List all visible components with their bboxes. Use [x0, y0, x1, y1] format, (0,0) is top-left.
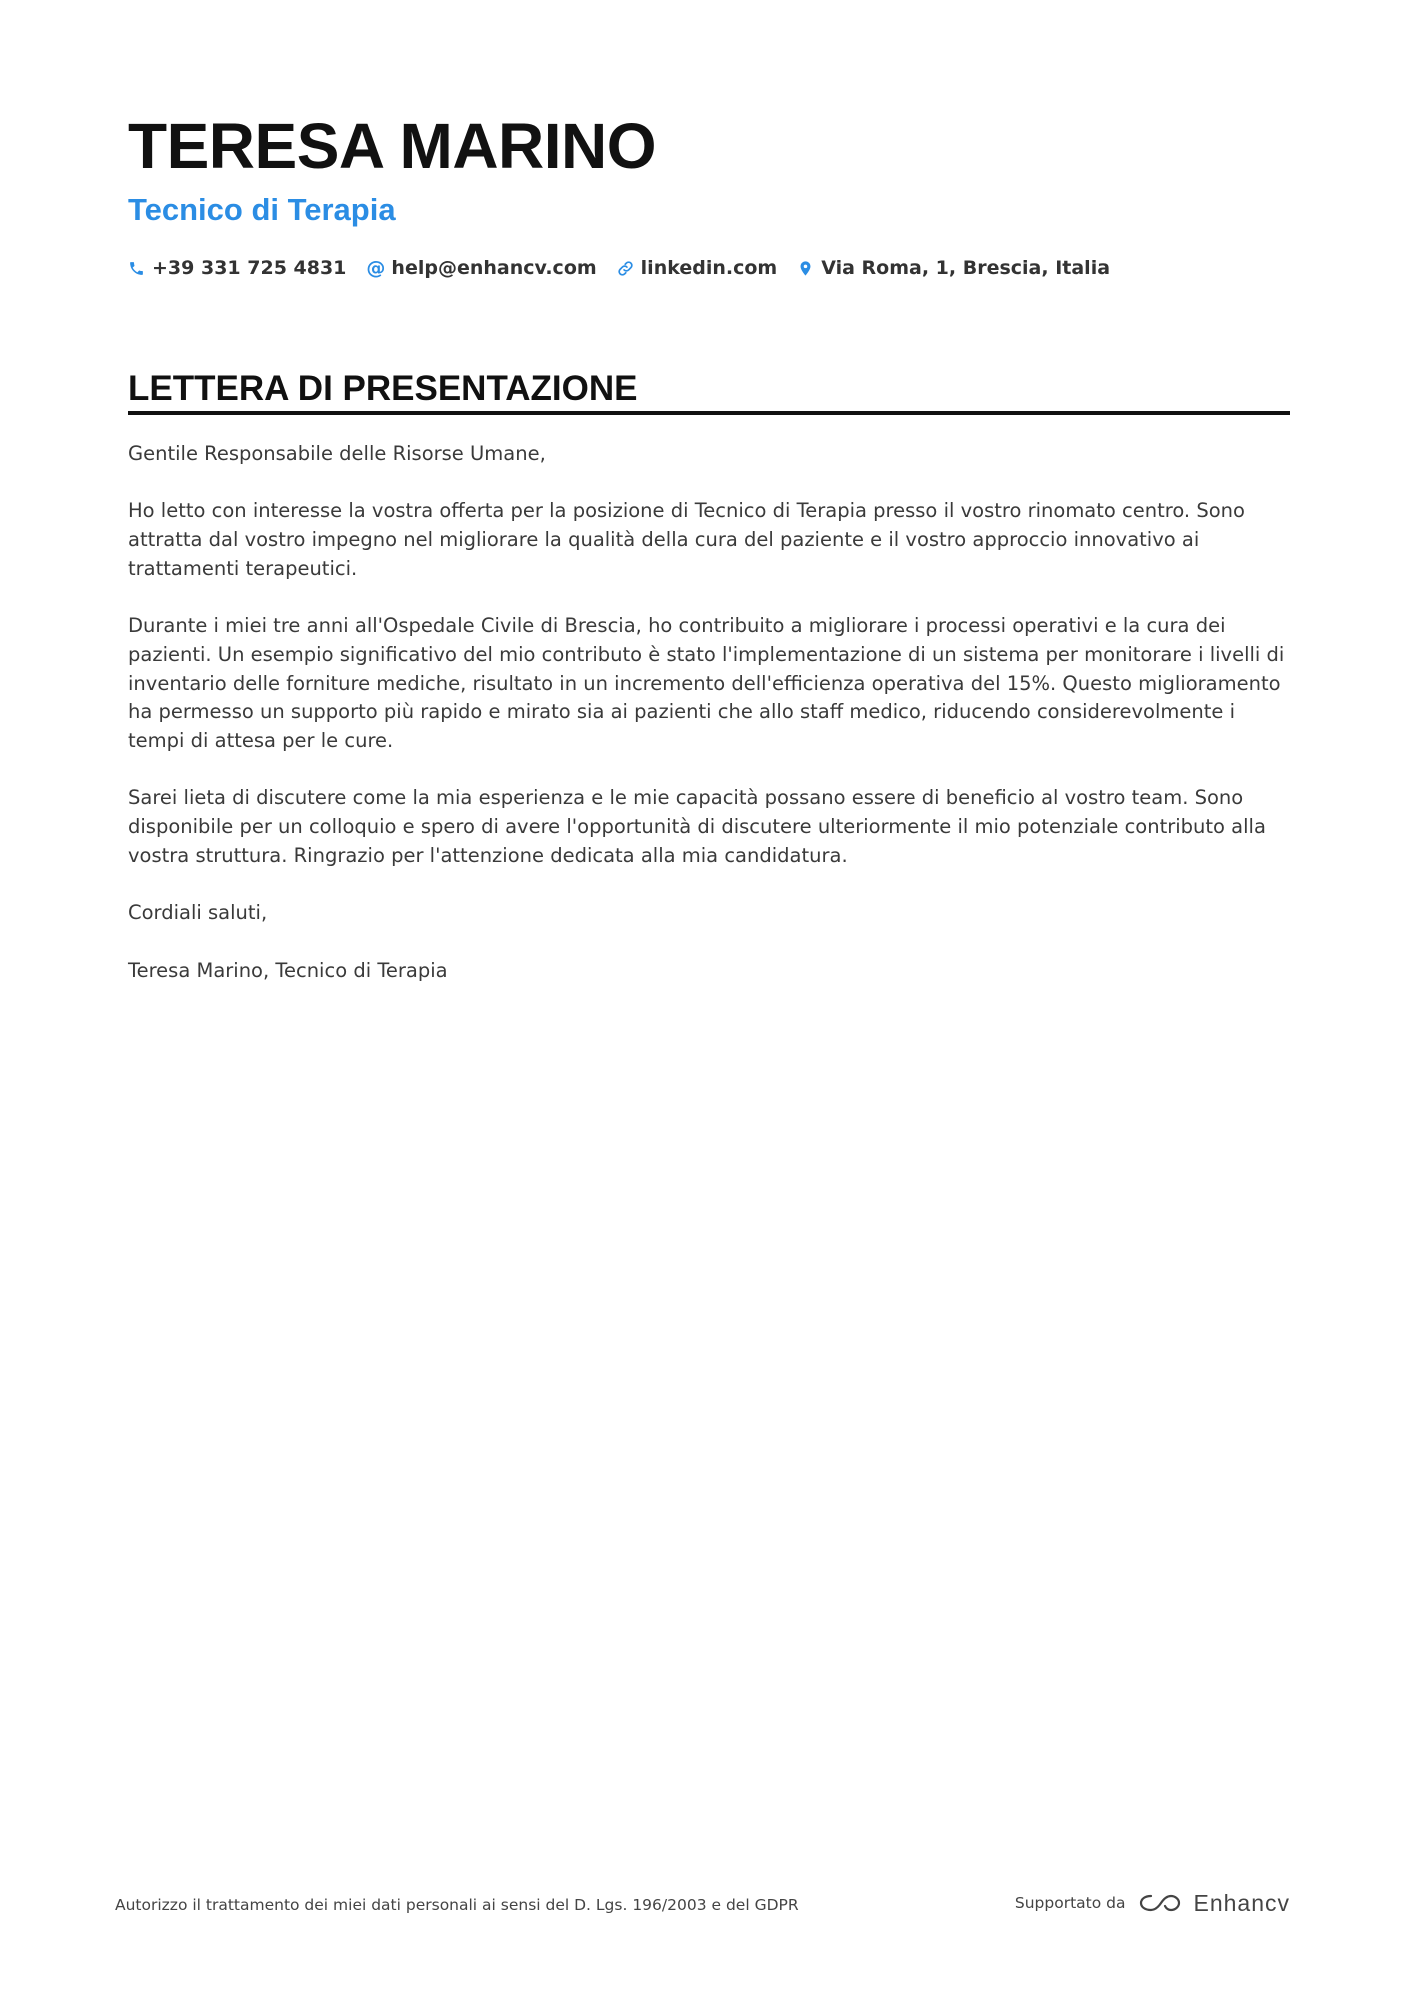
contact-address-text: Via Roma, 1, Brescia, Italia	[821, 257, 1111, 279]
at-icon: @	[366, 257, 386, 279]
contact-email-text: help@enhancv.com	[391, 257, 597, 279]
location-pin-icon	[797, 260, 814, 277]
contact-linkedin-text: linkedin.com	[640, 257, 778, 279]
candidate-role: Tecnico di Terapia	[128, 192, 396, 227]
section-divider	[128, 411, 1290, 415]
phone-icon	[128, 260, 145, 277]
section-title: LETTERA DI PRESENTAZIONE	[128, 369, 638, 408]
contact-phone-text: +39 331 725 4831	[152, 257, 347, 279]
powered-by[interactable]	[1015, 1888, 1290, 1918]
powered-by-label: Supportato da	[1014, 1894, 1126, 1912]
letter-body	[128, 440, 1290, 1014]
contact-address	[797, 257, 1110, 279]
letter-closing: Cordiali saluti,	[128, 901, 268, 925]
contact-linkedin[interactable]	[617, 257, 778, 279]
letter-greeting: Gentile Responsabile delle Risorse Umane,	[128, 442, 546, 465]
enhancv-logo-icon	[1137, 1891, 1183, 1915]
contact-bar	[128, 255, 1130, 281]
letter-signature: Teresa Marino, Tecnico di Terapia	[128, 958, 448, 982]
letter-paragraph: Durante i miei tre anni all'Ospedale Civile di Brescia, ho contribuito a migliorare i processi operativi e la cura dei pazienti. Un esempio significativo del mio contributo è stato l'implementazione di un sistema per monitorare i livelli di inventario delle forniture mediche, risultato in un incremento dell'efficienza operativa del 15%. Questo miglioramento ha permesso un supporto più rapido e mirato sia ai pazienti che allo staff medico, riducendo considerevolmente i tempi di attesa per le cure.	[128, 614, 1285, 752]
link-icon	[617, 260, 634, 277]
contact-email[interactable]	[366, 257, 596, 279]
letter-paragraph: Sarei lieta di discutere come la mia esperienza e le mie capacità possano essere di beneficio al vostro team. Sono disponibile per un colloquio e spero di avere l'opportunità di discutere ulteriormente il mio potenziale contributo alla vostra struttura. Ringrazio per l'attenzione dedicata alla mia candidatura.	[128, 786, 1266, 867]
enhancv-brand: Enhancv	[1193, 1889, 1290, 1916]
letter-paragraph: Ho letto con interesse la vostra offerta per la posizione di Tecnico di Terapia presso il vostro rinomato centro. Sono attratta dal vostro impegno nel migliorare la qualità della cura del paziente e il vostro approccio innovativo ai trattamenti terapeutici.	[128, 499, 1245, 580]
privacy-consent: Autorizzo il trattamento dei miei dati personali ai sensi del D. Lgs. 196/2003 e del GDPR	[115, 1896, 799, 1914]
candidate-name: TERESA MARINO	[128, 110, 657, 182]
contact-phone[interactable]	[128, 257, 346, 279]
